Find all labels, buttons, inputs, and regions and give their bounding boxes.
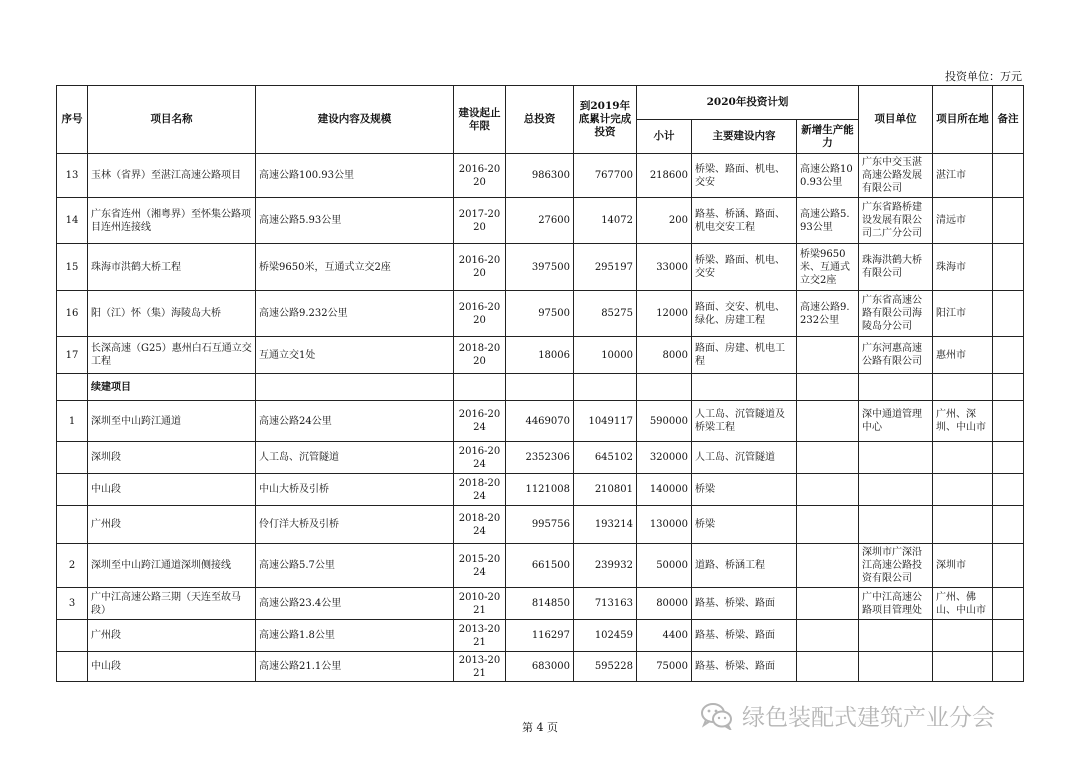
row-period: 2016-2020 [454, 244, 506, 291]
row-main-content: 路基、桥涵、路面、机电交安工程 [692, 198, 797, 244]
row-unit: 广东省路桥建设发展有限公司二广分公司 [859, 198, 933, 244]
row-content: 高速公路24公里 [256, 401, 454, 442]
row-content: 互通立交1处 [256, 337, 454, 374]
row-unit [859, 620, 933, 652]
row-content: 人工岛、沉管隧道 [256, 442, 454, 474]
row-total: 986300 [506, 154, 574, 198]
row-remark [993, 652, 1024, 682]
page-number: 第 4 页 [522, 721, 558, 734]
row-seq: 13 [57, 154, 88, 198]
empty-cell [692, 374, 797, 401]
row-unit [859, 474, 933, 506]
row-content: 桥梁9650米，互通式立交2座 [256, 244, 454, 291]
row-remark [993, 506, 1024, 544]
row-subtotal: 12000 [637, 291, 692, 337]
row-name: 广中江高速公路三期（天连至故马段） [88, 588, 256, 620]
row-capacity [797, 588, 859, 620]
row-unit [859, 442, 933, 474]
row-cumulative: 102459 [574, 620, 637, 652]
row-subtotal: 8000 [637, 337, 692, 374]
table-row [57, 442, 1024, 474]
row-remark [993, 401, 1024, 442]
row-total: 1121008 [506, 474, 574, 506]
row-location: 广州、佛山、中山市 [933, 588, 993, 620]
row-unit: 广东省高速公路有限公司海陵岛分公司 [859, 291, 933, 337]
row-content: 高速公路1.8公里 [256, 620, 454, 652]
row-period: 2010-2021 [454, 588, 506, 620]
header-total: 总投资 [506, 86, 574, 154]
row-name: 玉林（省界）至湛江高速公路项目 [88, 154, 256, 198]
empty-cell [637, 374, 692, 401]
row-main-content: 人工岛、沉管隧道及桥梁工程 [692, 401, 797, 442]
row-content: 高速公路5.7公里 [256, 544, 454, 588]
row-location: 清远市 [933, 198, 993, 244]
row-subtotal: 590000 [637, 401, 692, 442]
row-capacity [797, 401, 859, 442]
row-remark [993, 244, 1024, 291]
header-location: 项目所在地 [933, 86, 993, 154]
row-cumulative: 767700 [574, 154, 637, 198]
header-cumulative: 到2019年底累计完成投资 [574, 86, 637, 154]
row-seq: 2 [57, 544, 88, 588]
row-total: 116297 [506, 620, 574, 652]
row-total: 661500 [506, 544, 574, 588]
empty-cell [933, 374, 993, 401]
row-main-content: 桥梁、路面、机电、交安 [692, 244, 797, 291]
table-row [57, 198, 1024, 244]
table-row [57, 652, 1024, 682]
row-location: 珠海市 [933, 244, 993, 291]
row-capacity [797, 337, 859, 374]
row-unit: 广中江高速公路项目管理处 [859, 588, 933, 620]
header-new-capacity: 新增生产能力 [797, 120, 859, 154]
header-unit: 项目单位 [859, 86, 933, 154]
row-capacity [797, 652, 859, 682]
row-cumulative: 645102 [574, 442, 637, 474]
row-seq [57, 506, 88, 544]
row-period: 2013-2021 [454, 620, 506, 652]
row-seq: 1 [57, 401, 88, 442]
row-content: 中山大桥及引桥 [256, 474, 454, 506]
row-name: 深圳至中山跨江通道深圳侧接线 [88, 544, 256, 588]
row-content: 高速公路100.93公里 [256, 154, 454, 198]
row-capacity: 高速公路100.93公里 [797, 154, 859, 198]
row-subtotal: 140000 [637, 474, 692, 506]
row-main-content: 路面、房建、机电工程 [692, 337, 797, 374]
row-unit [859, 652, 933, 682]
row-capacity: 高速公路5.93公里 [797, 198, 859, 244]
empty-cell [454, 374, 506, 401]
row-content: 高速公路21.1公里 [256, 652, 454, 682]
row-total: 995756 [506, 506, 574, 544]
header-name: 项目名称 [88, 86, 256, 154]
table-row [57, 154, 1024, 198]
row-remark [993, 291, 1024, 337]
row-cumulative: 85275 [574, 291, 637, 337]
row-period: 2013-2021 [454, 652, 506, 682]
table-row [57, 401, 1024, 442]
section-row [57, 374, 1024, 401]
row-remark [993, 442, 1024, 474]
row-name: 阳（江）怀（集）海陵岛大桥 [88, 291, 256, 337]
row-capacity [797, 544, 859, 588]
row-period: 2016-2020 [454, 154, 506, 198]
table-row [57, 588, 1024, 620]
row-total: 4469070 [506, 401, 574, 442]
table-row [57, 474, 1024, 506]
row-location: 深圳市 [933, 544, 993, 588]
row-seq [57, 652, 88, 682]
row-seq [57, 442, 88, 474]
row-capacity [797, 620, 859, 652]
row-main-content: 人工岛、沉管隧道 [692, 442, 797, 474]
row-subtotal: 33000 [637, 244, 692, 291]
row-remark [993, 588, 1024, 620]
row-seq [57, 620, 88, 652]
header-period: 建设起止年限 [454, 86, 506, 154]
row-cumulative: 210801 [574, 474, 637, 506]
row-total: 814850 [506, 588, 574, 620]
row-content: 高速公路9.232公里 [256, 291, 454, 337]
row-capacity: 高速公路9.232公里 [797, 291, 859, 337]
row-location [933, 474, 993, 506]
row-remark [993, 544, 1024, 588]
row-subtotal: 75000 [637, 652, 692, 682]
section-title: 续建项目 [88, 374, 256, 401]
row-location [933, 652, 993, 682]
table-row [57, 291, 1024, 337]
empty-cell [993, 374, 1024, 401]
row-seq: 16 [57, 291, 88, 337]
empty-cell [797, 374, 859, 401]
header-main-content: 主要建设内容 [692, 120, 797, 154]
row-name: 长深高速（G25）惠州白石互通立交工程 [88, 337, 256, 374]
row-main-content: 道路、桥涵工程 [692, 544, 797, 588]
row-remark [993, 154, 1024, 198]
row-capacity: 桥梁9650米、互通式立交2座 [797, 244, 859, 291]
header-seq: 序号 [57, 86, 88, 154]
row-content: 伶仃洋大桥及引桥 [256, 506, 454, 544]
row-content: 高速公路23.4公里 [256, 588, 454, 620]
table-row [57, 620, 1024, 652]
row-cumulative: 295197 [574, 244, 637, 291]
row-content: 高速公路5.93公里 [256, 198, 454, 244]
row-name: 中山段 [88, 474, 256, 506]
row-main-content: 桥梁 [692, 506, 797, 544]
row-total: 683000 [506, 652, 574, 682]
row-seq: 3 [57, 588, 88, 620]
row-name: 深圳段 [88, 442, 256, 474]
investment-plan-table [56, 85, 1024, 682]
row-seq: 15 [57, 244, 88, 291]
row-subtotal: 50000 [637, 544, 692, 588]
row-period: 2016-2020 [454, 291, 506, 337]
row-period: 2016-2024 [454, 401, 506, 442]
row-location [933, 620, 993, 652]
row-main-content: 路基、桥梁、路面 [692, 588, 797, 620]
row-unit [859, 506, 933, 544]
row-unit: 深中通道管理中心 [859, 401, 933, 442]
row-subtotal: 320000 [637, 442, 692, 474]
row-cumulative: 10000 [574, 337, 637, 374]
row-name: 珠海市洪鹤大桥工程 [88, 244, 256, 291]
row-location: 惠州市 [933, 337, 993, 374]
row-total: 397500 [506, 244, 574, 291]
empty-cell [859, 374, 933, 401]
table-row [57, 244, 1024, 291]
row-period: 2018-2024 [454, 506, 506, 544]
row-unit: 深圳市广深沿江高速公路投资有限公司 [859, 544, 933, 588]
row-name: 广东省连州（湘粤界）至怀集公路项目连州连接线 [88, 198, 256, 244]
row-period: 2018-2020 [454, 337, 506, 374]
row-cumulative: 14072 [574, 198, 637, 244]
watermark [700, 699, 995, 732]
header-plan-2020: 2020年投资计划 [637, 86, 859, 120]
row-total: 27600 [506, 198, 574, 244]
row-cumulative: 595228 [574, 652, 637, 682]
row-location: 广州、深圳、中山市 [933, 401, 993, 442]
row-cumulative: 713163 [574, 588, 637, 620]
row-location: 阳江市 [933, 291, 993, 337]
row-seq [57, 374, 88, 401]
row-location [933, 442, 993, 474]
row-unit: 广东中交玉湛高速公路发展有限公司 [859, 154, 933, 198]
row-total: 18006 [506, 337, 574, 374]
investment-unit-label: 投资单位：万元 [945, 70, 1022, 83]
header-subtotal: 小计 [637, 120, 692, 154]
row-seq: 14 [57, 198, 88, 244]
row-main-content: 路基、桥梁、路面 [692, 652, 797, 682]
row-subtotal: 130000 [637, 506, 692, 544]
table-row [57, 506, 1024, 544]
row-remark [993, 474, 1024, 506]
empty-cell [574, 374, 637, 401]
row-subtotal: 218600 [637, 154, 692, 198]
row-capacity [797, 474, 859, 506]
wechat-icon [700, 702, 734, 730]
row-remark [993, 620, 1024, 652]
watermark-text: 绿色装配式建筑产业分会 [742, 705, 995, 731]
row-main-content: 桥梁、路面、机电、交安 [692, 154, 797, 198]
row-name: 深圳至中山跨江通道 [88, 401, 256, 442]
header-remark: 备注 [993, 86, 1024, 154]
row-location: 湛江市 [933, 154, 993, 198]
header-content: 建设内容及规模 [256, 86, 454, 154]
row-period: 2018-2024 [454, 474, 506, 506]
row-subtotal: 200 [637, 198, 692, 244]
row-period: 2015-2024 [454, 544, 506, 588]
row-name: 广州段 [88, 506, 256, 544]
row-total: 97500 [506, 291, 574, 337]
row-main-content: 路基、桥梁、路面 [692, 620, 797, 652]
empty-cell [256, 374, 454, 401]
row-location [933, 506, 993, 544]
row-cumulative: 1049117 [574, 401, 637, 442]
row-cumulative: 193214 [574, 506, 637, 544]
row-cumulative: 239932 [574, 544, 637, 588]
row-period: 2016-2024 [454, 442, 506, 474]
table-row [57, 337, 1024, 374]
row-capacity [797, 506, 859, 544]
row-remark [993, 337, 1024, 374]
row-seq: 17 [57, 337, 88, 374]
row-period: 2017-2020 [454, 198, 506, 244]
row-subtotal: 4400 [637, 620, 692, 652]
row-remark [993, 198, 1024, 244]
row-capacity [797, 442, 859, 474]
row-total: 2352306 [506, 442, 574, 474]
row-main-content: 路面、交安、机电、绿化、房建工程 [692, 291, 797, 337]
row-unit: 珠海洪鹤大桥有限公司 [859, 244, 933, 291]
row-seq [57, 474, 88, 506]
row-name: 广州段 [88, 620, 256, 652]
row-name: 中山段 [88, 652, 256, 682]
row-main-content: 桥梁 [692, 474, 797, 506]
empty-cell [506, 374, 574, 401]
table-row [57, 544, 1024, 588]
row-unit: 广东河惠高速公路有限公司 [859, 337, 933, 374]
row-subtotal: 80000 [637, 588, 692, 620]
table-body [57, 154, 1024, 682]
